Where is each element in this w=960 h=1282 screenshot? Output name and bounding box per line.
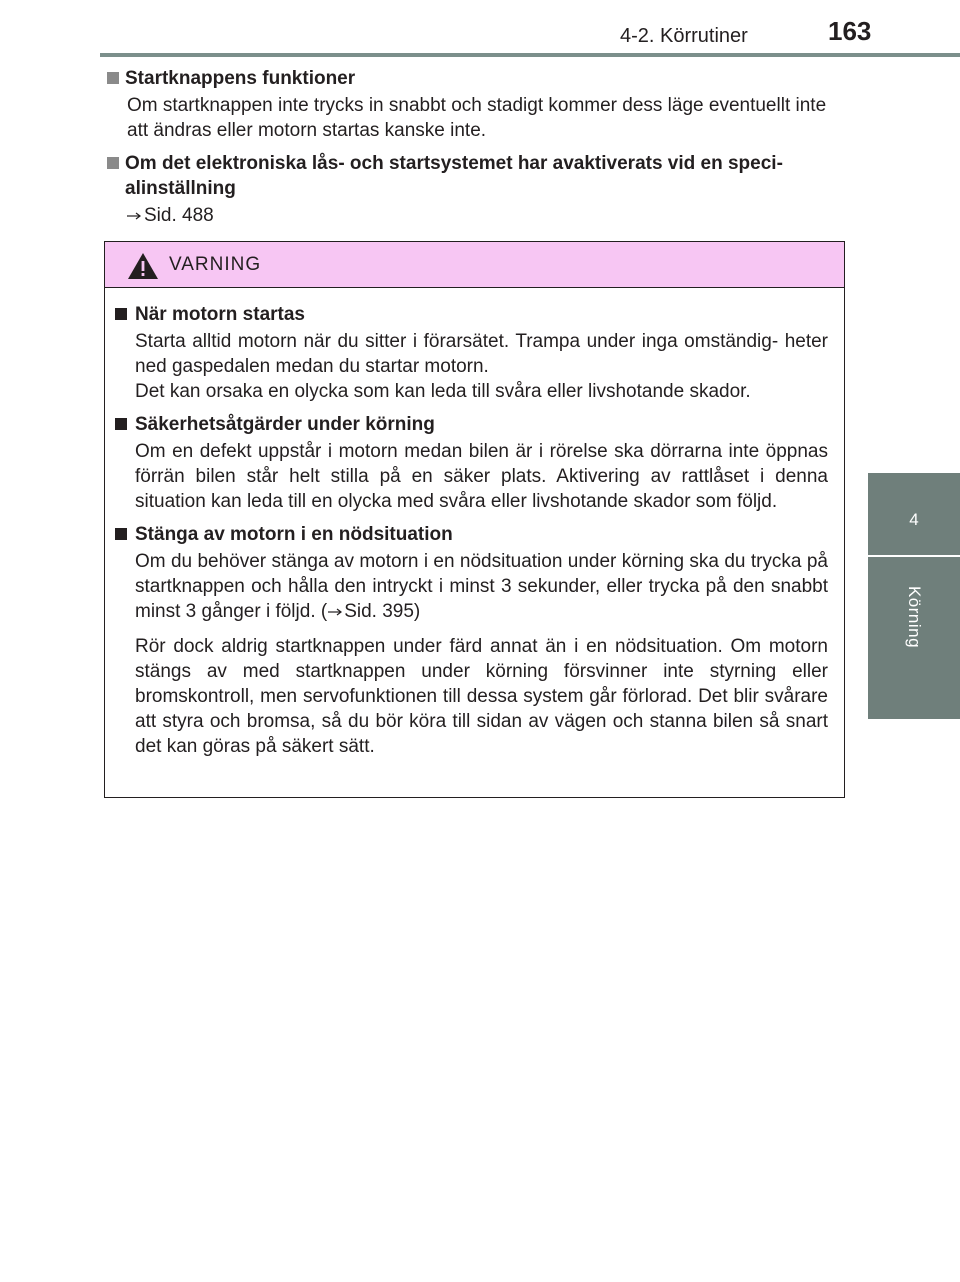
warning-item-heading [115,302,828,327]
warning-heading-text: Säkerhetsåtgärder under körning [135,414,435,435]
main-content [107,66,842,228]
page-header [0,0,960,60]
info-item [107,151,842,228]
arrow-right-icon [127,211,142,221]
item-heading-text: Om det elektroniska lås- och startsystemet har avaktiverats vid en speci- alinställning [125,153,783,199]
header-rule [100,53,960,57]
square-bullet-icon [115,528,127,540]
page-reference-link[interactable]: Sid. 395) [344,601,421,622]
chapter-name: Körning [905,585,924,649]
warning-triangle-icon [127,252,159,280]
warning-item-heading [115,522,828,547]
warning-item-heading [115,412,828,437]
page-reference[interactable] [127,203,842,228]
square-bullet-icon [107,157,119,169]
warning-paragraph: Det kan orsaka en olycka som kan leda till svåra eller livshotande skador. [135,381,751,402]
warning-paragraph: Starta alltid motorn när du sitter i förarsätet. Trampa under inga omständig- heter ned gaspedalen medan du startar motorn. [135,331,828,377]
arrow-right-icon [328,607,343,617]
warning-box [104,241,845,798]
warning-paragraph: Rör dock aldrig startknappen under färd annat än i en nödsituation. Om motorn stängs av med startknappen under körning försvinner inte styrning eller bromskontroll, men servofunktionen till dessa system går förlorad. Det blir svårare att styra och bromsa, så du bör köra till sidan av vägen och stanna bilen så snart det kan göras på säkert sätt. [135,636,828,757]
warning-content [105,288,844,759]
warning-paragraph-text: Om du behöver stänga av motorn i en nödsituation under körning ska du trycka på startknappen och hålla den intryckt i minst 3 sekunder, eller trycka på den snabbt minst 3 gånger i följd. ( [135,551,828,622]
chapter-number: 4 [909,510,919,529]
item-heading [107,151,842,201]
item-heading [107,66,842,91]
item-heading-text: Startknappens funktioner [125,68,356,89]
page-number: 163 [828,16,872,46]
item-body: Om startknappen inte trycks in snabbt och stadigt kommer dess läge eventuellt inte att ändras eller motorn startas kanske inte. [127,95,827,141]
warning-title: VARNING [169,254,262,275]
side-tab-divider [868,555,960,557]
square-bullet-icon [107,72,119,84]
square-bullet-icon [115,308,127,320]
warning-header [105,242,844,288]
info-item [107,66,842,143]
warning-heading-text: När motorn startas [135,304,305,325]
section-title: 4-2. Körrutiner [620,25,748,47]
warning-heading-text: Stänga av motorn i en nödsituation [135,524,453,545]
warning-paragraph: Om en defekt uppstår i motorn medan bilen är i rörelse ska dörrarna inte öppnas förrän bilen står helt stilla på en säker plats. Aktivering av rattlåset i denna situation kan leda till en olycka med svåra eller livshotande skador som följd. [135,441,828,512]
page-reference-text: Sid. 488 [144,205,214,226]
square-bullet-icon [115,418,127,430]
warning-paragraph [135,549,828,624]
